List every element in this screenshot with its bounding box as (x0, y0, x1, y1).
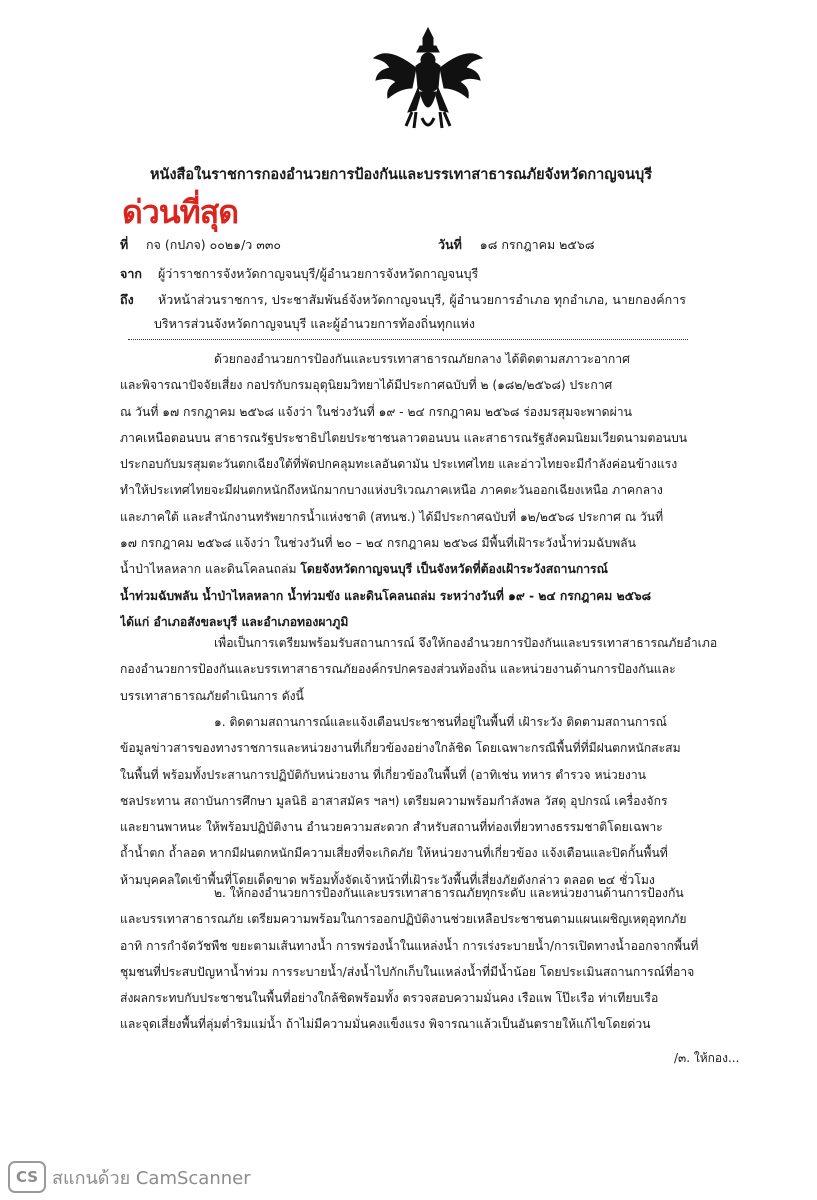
paragraph-line: ๑. ติดตามสถานการณ์และแจ้งเตือนประชาชนที่อยู่ในพื้นที่ เฝ้าระวัง ติดตามสถานการณ์ (214, 715, 667, 729)
paragraph-1 (120, 346, 720, 635)
paragraph-line: ถ้ำน้ำตก ถ้ำลอด หากมีฝนตกหนักมีความเสี่ยงที่จะเกิดภัย ให้หน่วยงานที่เกี่ยวข้อง แจ้งเตือนและปิดกั้นพื้นที่ (120, 846, 668, 861)
paragraph-line: บรรเทาสาธารณภัยดำเนินการ ดังนี้ (120, 688, 304, 703)
paragraph-2 (120, 630, 720, 709)
paragraph-line: และยานพาหนะ ให้พร้อมปฏิบัติงาน อำนวยความสะดวก สำหรับสถานที่ท่องเที่ยวทางธรรมชาติโดยเฉพาะ (120, 820, 663, 835)
from-value: ผู้ว่าราชการจังหวัดกาญจนบุรี/ผู้อำนวยการจังหวัดกาญจนบุรี (157, 266, 479, 281)
paragraph-line: ด้วยกองอำนวยการป้องกันและบรรเทาสาธารณภัยกลาง ได้ติดตามสภาวะอากาศ (214, 352, 630, 366)
paragraph-line: และพิจารณาปัจจัยเสี่ยง กอปรกับกรมอุตุนิยมวิทยาได้มีประกาศฉบับที่ ๒ (๑๘๒/๒๕๖๘) ประกาศ (120, 378, 613, 393)
paragraph-line: ประกอบกับมรสุมตะวันตกเฉียงใต้ที่พัดปกคลุมทะเลอันดามัน ประเทศไทย และอ่าวไทยจะมีกำลังค่อนข้างแรง (120, 457, 678, 472)
paragraph-line: ๑๗ กรกฎาคม ๒๕๖๘ แจ้งว่า ในช่วงวันที่ ๒๐ – ๒๔ กรกฎาคม ๒๕๖๘ มีพื้นที่เฝ้าระวังน้ำท่วมฉับพลัน (120, 536, 636, 551)
paragraph-text: น้ำป่าไหลหลาก และดินโคลนถล่ม (120, 562, 301, 577)
list-item-2 (120, 880, 720, 1038)
paragraph-line: ข้อมูลข่าวสารของทางราชการและหน่วยงานที่เกี่ยวข้องอย่างใกล้ชิด โดยเฉพาะกรณีพื้นที่ที่มีฝนตกหนักสะสม (120, 741, 681, 756)
date-value: ๑๘ กรกฎาคม ๒๕๖๘ (479, 237, 595, 252)
watermark-text: สแกนด้วย CamScanner (52, 1167, 251, 1189)
to-value-line1: หัวหน้าส่วนราชการ, ประชาสัมพันธ์จังหวัดกาญจนบุรี, ผู้อำนวยการอำเภอ ทุกอำเภอ, นายกองค์การ (157, 292, 686, 307)
continuation-note: /๓. ให้กอง... (674, 1051, 740, 1065)
paragraph-line: ๒. ให้กองอำนวยการป้องกันและบรรเทาสาธารณภัยทุกระดับ และหน่วยงานด้านการป้องกัน (214, 886, 684, 900)
paragraph-line: ภาคเหนือตอนบน สาธารณรัฐประชาธิปไตยประชาชนลาวตอนบน และสาธารณรัฐสังคมนิยมเวียดนามตอนบน (120, 430, 688, 445)
from-row (120, 264, 478, 284)
date-row (438, 235, 594, 255)
paragraph-line: และจุดเสี่ยงพื้นที่ลุ่มต่ำริมแม่น้ำ ถ้าไม่มีความมั่นคงแข็งแรง พิจารณาแล้วเป็นอันตรายให้แก้ไขโดยด่วน (120, 1017, 651, 1032)
reference-number: กจ (กปภจ) ๐๐๒๑/ว ๓๓๐ (145, 237, 282, 252)
camscanner-watermark (8, 1161, 251, 1193)
garuda-emblem-icon (368, 26, 488, 134)
paragraph-line: และบรรเทาสาธารณภัย เตรียมความพร้อมในการออกปฏิบัติงานช่วยเหลือประชาชนตามแผนเผชิญเหตุอุทกภัย (120, 912, 687, 927)
camscanner-logo-icon: CS (8, 1161, 46, 1193)
paragraph-line: ส่งผลกระทบกับประชาชนในพื้นที่อย่างใกล้ชิดพร้อมทั้ง ตรวจสอบความมั่นคง เรือแพ โป๊ะเรือ ท่าเทียบเรือ (120, 991, 659, 1006)
list-item-1 (120, 709, 720, 893)
paragraph-line: และภาคใต้ และสำนักงานทรัพยากรน้ำแห่งชาติ (สทนช.) ได้มีประกาศฉบับที่ ๑๒/๒๕๖๘ ประกาศ ณ วันที่ (120, 509, 664, 524)
paragraph-line: กองอำนวยการป้องกันและบรรเทาสาธารณภัยองค์กรปกครองส่วนท้องถิ่น และหน่วยงานด้านการป้องกันและ (120, 662, 676, 677)
paragraph-emphasis: โดยจังหวัดกาญจนบุรี เป็นจังหวัดที่ต้องเฝ้าระวังสถานการณ์ (300, 562, 608, 577)
reference-row (120, 235, 281, 255)
paragraph-emphasis-line: น้ำท่วมฉับพลัน น้ำป่าไหลหลาก น้ำท่วมขัง และดินโคลนถล่ม ระหว่างวันที่ ๑๙ - ๒๔ กรกฎาคม ๒๕๖๘ (120, 588, 651, 603)
paragraph-line (120, 556, 720, 582)
to-label: ถึง (120, 292, 134, 307)
paragraph-emphasis-line: ได้แก่ อำเภอสังขละบุรี และอำเภอทองผาภูมิ (120, 614, 349, 629)
paragraph-line: ในพื้นที่ พร้อมทั้งประสานการปฏิบัติกับหน่วยงาน ที่เกี่ยวข้องในพื้นที่ (อาทิเช่น ทหาร ตำรวจ หน่วยงาน (120, 767, 647, 782)
paragraph-line: ชลประทาน สถาบันการศึกษา มูลนิธิ อาสาสมัคร ฯลฯ) เตรียมความพร้อมกำลังพล วัสดุ อุปกรณ์ เครื่องจักร (120, 793, 668, 808)
to-value-line2: บริหารส่วนจังหวัดกาญจนบุรี และผู้อำนวยการท้องถิ่นทุกแห่ง (154, 316, 475, 331)
reference-label: ที่ (120, 237, 129, 252)
date-label: วันที่ (438, 237, 462, 252)
document-heading: หนังสือในราชการกองอำนวยการป้องกันและบรรเทาสาธารณภัยจังหวัดกาญจนบุรี (150, 167, 653, 183)
from-label: จาก (120, 266, 142, 281)
paragraph-line: ห้ามบุคคลใดเข้าพื้นที่โดยเด็ดขาด พร้อมทั้งจัดเจ้าหน้าที่เฝ้าระวังพื้นที่เสี่ยงภัยดังกล่าว ตลอด ๒๔ ชั่วโมง (120, 872, 655, 887)
to-row (120, 290, 686, 310)
paragraph-line: เพื่อเป็นการเตรียมพร้อมรับสถานการณ์ จึงให้กองอำนวยการป้องกันและบรรเทาสาธารณภัยอำเภอ (214, 636, 718, 650)
paragraph-line: ทำให้ประเทศไทยจะมีฝนตกหนักถึงหนักมากบางแห่งบริเวณภาคเหนือ ภาคตะวันออกเฉียงเหนือ ภาคกลาง (120, 483, 663, 498)
separator-line (128, 339, 688, 340)
paragraph-line: ชุมชนที่ประสบปัญหาน้ำท่วม การระบายน้ำ/ส่งน้ำไปกักเก็บในแหล่งน้ำที่มีน้ำน้อย โดยประเมินสถานการณ์ที่อาจ (120, 964, 695, 979)
paragraph-line: อาทิ การกำจัดวัชพืช ขยะตามเส้นทางน้ำ การพร่องน้ำในแหล่งน้ำ การเร่งระบายน้ำ/การเปิดทางน้ำออกจากพื้นที่ (120, 938, 699, 953)
urgency-stamp: ด่วนที่สุด (122, 193, 239, 231)
paragraph-line: ณ วันที่ ๑๗ กรกฎาคม ๒๕๖๘ แจ้งว่า ในช่วงวันที่ ๑๙ - ๒๔ กรกฎาคม ๒๕๖๘ ร่องมรสุมจะพาดผ่าน (120, 404, 632, 419)
